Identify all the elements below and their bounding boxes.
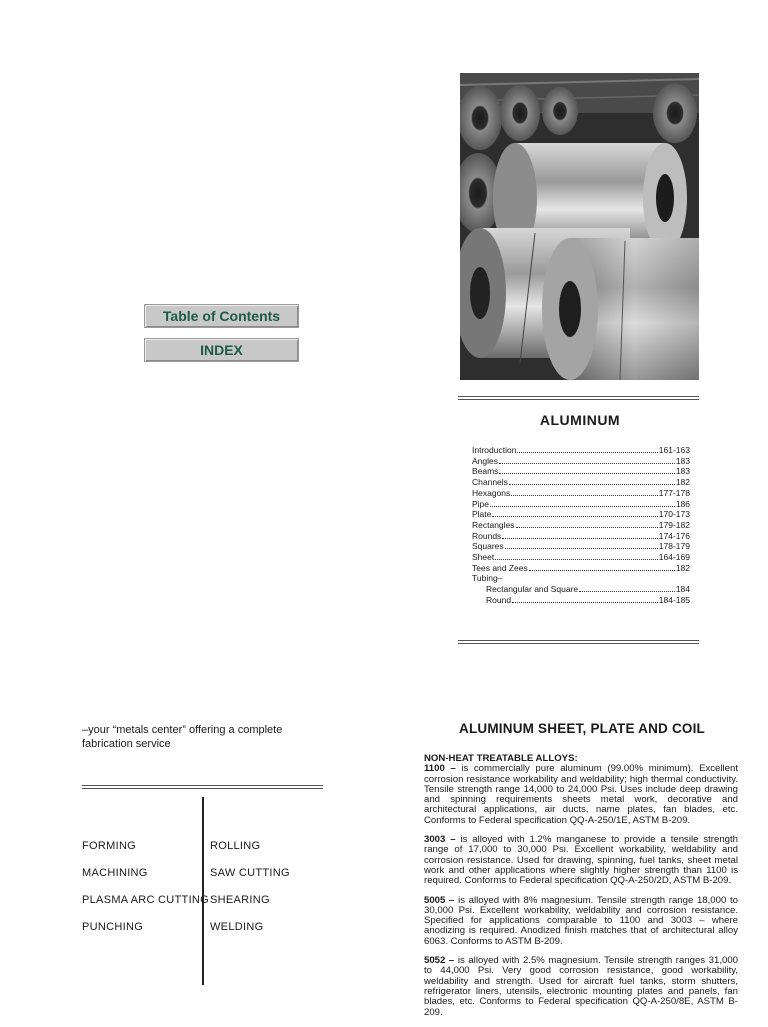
toc-entry-label: Angles [472,455,498,466]
toc-leader-dots [511,489,658,496]
services-rule [82,785,323,786]
toc-leader-dots [512,596,658,603]
toc-entry [472,488,690,499]
toc-entry [472,466,690,477]
section-rule-bottom [458,640,699,641]
toc-entry-label: Squares [472,541,504,552]
toc-entry [472,445,690,456]
toc-leader-dots [495,553,658,560]
toc-entry-pages: 174-176 [658,530,690,541]
coils-illustration [460,73,699,380]
toc-entry [472,563,690,574]
toc-entry [472,595,690,606]
service-punching: PUNCHING [82,921,144,933]
toc-entry-label: Pipe [472,498,490,509]
service-rolling: ROLLING [210,840,261,852]
table-of-contents-button[interactable]: Table of Contents [144,304,299,328]
toc-entry-label: Tees and Zees [472,562,528,573]
toc-leader-dots [499,467,674,474]
toc-entry-label: Rounds [472,530,502,541]
toc-leader-dots [529,564,675,571]
service-machining: MACHINING [82,867,148,879]
toc-entry [472,531,690,542]
toc-entry-pages: 183 [675,455,690,466]
toc-entry [472,552,690,563]
tagline: –your “metals center” offering a complete fabrication service [82,724,283,750]
alloy-paragraph: 3003 – is alloyed with 1.2% manganese to provide a tensile strength range of 17,000 to 30,000 Psi. Excellent workability, weldability and corrosion resistance. Used for drawing, spinning, fuel tanks, sheet metal work and other applications where slightly higher strength than 1100 is required. Conforms to Federal specification QQ-A-250/2D, ASTM B-209. [424,834,738,887]
toc-entry-label: Sheet [472,552,495,563]
toc-entry-pages: 186 [675,498,690,509]
service-welding: WELDING [210,921,264,933]
toc-leader-dots [490,500,675,507]
toc-entry-pages: 161-163 [658,445,690,455]
toc-entry-pages: 183 [675,466,690,477]
toc-entry-label: Introduction [472,445,517,455]
toc-entry [472,584,690,595]
aluminum-toc-list [472,445,690,606]
toc-leader-dots [499,457,675,464]
toc-entry [472,541,690,552]
toc-leader-dots [579,585,675,592]
aluminum-coils-photo [460,73,699,380]
service-forming: FORMING [82,840,137,852]
toc-entry [472,509,690,520]
index-button[interactable]: INDEX [144,338,299,362]
toc-entry-pages: 182 [675,562,690,573]
toc-leader-dots [505,542,658,549]
service-shearing: SHEARING [210,894,270,906]
toc-entry-label: Beams [472,466,499,477]
toc-entry-pages: 177-178 [658,487,690,498]
toc-entry [472,456,690,467]
toc-entry [472,520,690,531]
toc-entry [472,499,690,510]
toc-entry [472,477,690,488]
toc-entry-pages: 179-182 [658,519,690,530]
alloy-paragraph: 5005 – is alloyed with 8% magnesium. Tensile strength range 18,000 to 30,000 Psi. Excellent workability, weldability and corrosion resistance. Specified for applications comparable to 1100 and 3003 – where anodizing is required. Anodized finish matches that of architectural alloy 6063. Conforms to ASTM B-209. [424,894,739,947]
service-plasma-arc-cutting: PLASMA ARC CUTTING [82,894,210,906]
toc-entry-label: Plate [472,509,492,520]
article-body [424,754,738,1027]
toc-entry-label: Round [486,594,512,605]
toc-entry-label: Rectangles [472,519,515,530]
toc-entry-pages: 178-179 [658,541,690,552]
toc-entry-label: Channels [472,477,508,488]
toc-entry-pages: 170-173 [658,509,690,520]
section-rule-top [458,396,699,397]
alloy-paragraph: 1100 – is commercially pure aluminum (99.00% minimum). Excellent corrosion resistance workability and weldability; high thermal conductivity. Tensile strength range 14,000 to 24,000 Psi. Uses include deep drawing and spinning requirements sheets metal work, decorative and architectural applications, air ducts, name plates, fan blades, etc. Conforms to Federal specification QQ-A-250/1E, ASTM B-209. [424,763,738,826]
toc-leader-dots [502,532,657,539]
toc-entry-label: Tubing– [472,573,503,584]
toc-leader-dots [517,446,657,453]
article-title: ALUMINUM SHEET, PLATE AND COIL [459,721,705,736]
service-saw-cutting: SAW CUTTING [210,867,290,879]
section-title: ALUMINUM [539,412,621,428]
toc-leader-dots [492,510,657,517]
article-subhead: NON-HEAT TREATABLE ALLOYS: [424,753,578,764]
toc-entry-pages: 184-185 [658,594,690,605]
toc-entry-label: Hexagons [472,487,511,498]
toc-entry [472,573,690,584]
toc-entry-pages: 164-169 [658,552,690,563]
toc-entry-label: Rectangular and Square [486,584,579,595]
toc-leader-dots [509,478,675,485]
toc-entry-pages: 184 [675,584,690,595]
alloy-paragraph: 5052 – is alloyed with 2.5% magnesium. Tensile strength ranges 31,000 to 44,000 Psi. Very good corrosion resistance, good workability, weldability and strength. Used for aircraft fuel tanks, storm shutters, refrigerator liners, utensils, electronic mounting plates and panels, fan blades, etc. Conforms to Federal specification QQ-A-250/8E, ASTM B-209. [424,955,738,1018]
toc-entry-pages: 182 [675,477,690,488]
toc-leader-dots [516,521,658,528]
services-divider [202,797,204,985]
